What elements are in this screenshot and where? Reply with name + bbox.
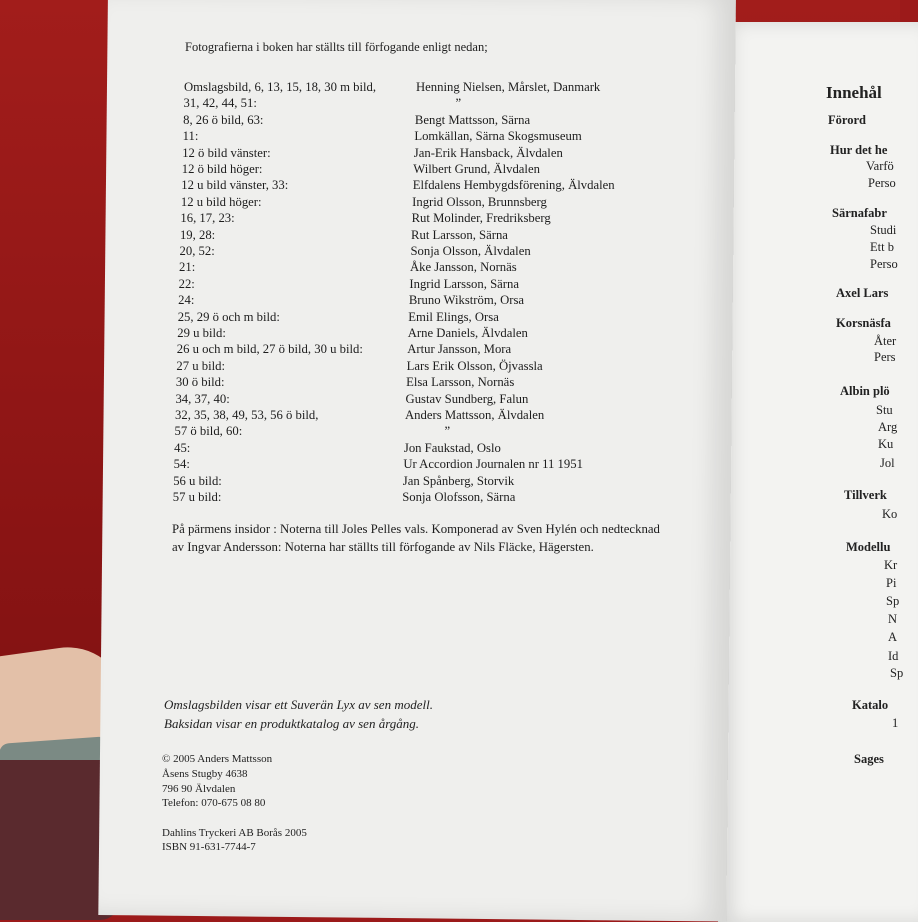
toc-subitem: Id — [888, 649, 899, 663]
toc-subitem: 1 — [892, 716, 899, 730]
toc-subitem: Pi — [886, 576, 897, 590]
credit-photographer: Sonja Olofsson, Särna — [402, 490, 516, 504]
credit-pages: 31, 42, 44, 51: — [183, 96, 257, 111]
credit-photographer: Emil Elings, Orsa — [408, 309, 499, 324]
credit-photographer: Rut Larsson, Särna — [411, 227, 508, 242]
credit-pages: 25, 29 ö och m bild: — [177, 309, 280, 324]
toc-subitem: Sp — [886, 594, 900, 608]
address-line-2: 796 90 Älvdalen — [162, 783, 236, 795]
credit-pages: 16, 17, 23: — [180, 211, 235, 226]
isbn: ISBN 91-631-7744-7 — [162, 841, 256, 853]
credit-pages: 57 ö bild, 60: — [174, 424, 243, 439]
credit-photographer: Anders Mattsson, Älvdalen — [405, 408, 545, 422]
toc-heading: Albin plö — [840, 384, 890, 398]
toc-subitem: A — [888, 630, 898, 644]
toc-subitem: Stu — [876, 403, 893, 417]
toc-subitem: Perso — [868, 176, 896, 190]
right-page — [718, 22, 918, 922]
credit-pages: Omslagsbild, 6, 13, 15, 18, 30 m bild, — [184, 80, 377, 94]
credit-pages: 57 u bild: — [172, 490, 222, 504]
credit-photographer: Elfdalens Hembygdsförening, Älvdalen — [412, 178, 615, 193]
credit-pages: 11: — [182, 129, 199, 144]
credit-photographer: Arne Daniels, Älvdalen — [407, 326, 528, 340]
toc-subitem: Ett b — [870, 240, 894, 254]
credit-photographer: Henning Nielsen, Mårslet, Danmark — [416, 80, 601, 94]
credit-photographer: Ur Accordion Journalen nr 11 1951 — [403, 457, 583, 472]
credit-pages: 21: — [179, 260, 196, 275]
credit-photographer: Gustav Sundberg, Falun — [405, 391, 529, 406]
credit-pages: 30 ö bild: — [175, 375, 225, 390]
toc-subitem: Ko — [882, 507, 898, 521]
toc-heading: Tillverk — [844, 488, 887, 502]
toc-subitem: Perso — [870, 257, 898, 271]
credit-pages: 12 u bild vänster, 33: — [181, 178, 289, 193]
toc-subitem: Kr — [884, 558, 898, 572]
toc-subitem: Studi — [870, 223, 897, 237]
credit-photographer: ” — [444, 424, 451, 439]
credit-pages: 24: — [178, 293, 195, 308]
credit-pages: 56 u bild: — [173, 473, 222, 488]
credit-pages: 12 ö bild vänster: — [182, 145, 271, 160]
credit-photographer: Bruno Wikström, Orsa — [408, 293, 525, 308]
toc-heading: Korsnäsfa — [836, 316, 891, 330]
credit-pages: 8, 26 ö bild, 63: — [183, 112, 264, 127]
credit-photographer: Jon Faukstad, Oslo — [403, 440, 501, 455]
credit-photographer: Elsa Larsson, Nornäs — [406, 375, 515, 390]
toc-subitem: Pers — [874, 350, 896, 364]
toc-heading: Axel Lars — [836, 286, 889, 300]
credit-photographer: Lomkällan, Särna Skogsmuseum — [414, 129, 582, 144]
credit-photographer: Artur Jansson, Mora — [407, 342, 512, 357]
credit-pages: 29 u bild: — [177, 326, 226, 340]
copyright: © 2005 Anders Mattsson — [162, 753, 273, 765]
credit-pages: 34, 37, 40: — [175, 391, 230, 406]
credit-pages: 12 ö bild höger: — [181, 162, 263, 176]
credit-photographer: Jan-Erik Hansback, Älvdalen — [413, 145, 563, 160]
cover-inside-note: På pärmens insidor : Noterna till Joles Pelles vals. Komponerad av Sven Hylén och nedtecknad av Ingvar Andersson: Noterna har ställts till förfogande av Nils Fläcke, Hägersten. — [172, 522, 660, 554]
credit-pages: 19, 28: — [179, 227, 216, 242]
toc-heading: Hur det he — [830, 143, 888, 157]
toc-heading: Katalo — [852, 698, 889, 712]
toc-title: Innehål — [826, 83, 882, 102]
credit-photographer: Sonja Olsson, Älvdalen — [410, 244, 531, 258]
toc-heading: Särnafabr — [832, 206, 887, 220]
credit-pages: 45: — [174, 440, 191, 455]
toc-heading: Sages — [854, 752, 884, 766]
credits-intro: Fotografierna i boken har ställts till förfogande enligt nedan; — [185, 40, 488, 54]
credit-photographer: ” — [455, 96, 462, 111]
credit-photographer: Ingrid Olsson, Brunnsberg — [412, 194, 547, 209]
credit-pages: 26 u och m bild, 27 ö bild, 30 u bild: — [176, 342, 363, 357]
toc-subitem: Jol — [880, 456, 895, 470]
credit-pages: 12 u bild höger: — [180, 194, 262, 209]
toc-subitem: N — [888, 612, 898, 626]
cover-caption: Omslagsbilden visar ett Suverän Lyx av sen modell. — [164, 697, 433, 712]
credit-photographer: Jan Spånberg, Storvik — [402, 473, 515, 488]
credit-photographer: Ingrid Larsson, Särna — [409, 276, 519, 291]
address-line-1: Åsens Stugby 4638 — [162, 768, 248, 780]
credit-photographer: Wilbert Grund, Älvdalen — [413, 162, 540, 176]
phone-number: Telefon: 070-675 08 80 — [162, 797, 266, 809]
printer-info: Dahlins Tryckeri AB Borås 2005 — [162, 827, 307, 839]
toc-heading: Förord — [828, 113, 866, 127]
credit-pages: 32, 35, 38, 49, 53, 56 ö bild, — [175, 408, 319, 422]
credit-pages: 20, 52: — [179, 244, 215, 258]
credit-pages: 27 u bild: — [176, 358, 225, 373]
credit-pages: 22: — [178, 276, 195, 291]
toc-heading: Modellu — [846, 540, 891, 554]
toc-subitem: Varfö — [866, 159, 894, 173]
toc-subitem: Sp — [890, 666, 904, 680]
credit-photographer: Åke Jansson, Nornäs — [409, 260, 517, 275]
credit-photographer: Rut Molinder, Fredriksberg — [411, 211, 551, 226]
credit-pages: 54: — [173, 457, 190, 472]
back-caption: Baksidan visar en produktkatalog av sen årgång. — [164, 716, 420, 731]
toc-subitem: Ku — [878, 437, 894, 451]
toc-subitem: Åter — [874, 334, 897, 348]
credit-photographer: Bengt Mattsson, Särna — [414, 112, 531, 127]
toc-subitem: Arg — [878, 420, 898, 434]
credit-photographer: Lars Erik Olsson, Öjvassla — [406, 358, 543, 373]
